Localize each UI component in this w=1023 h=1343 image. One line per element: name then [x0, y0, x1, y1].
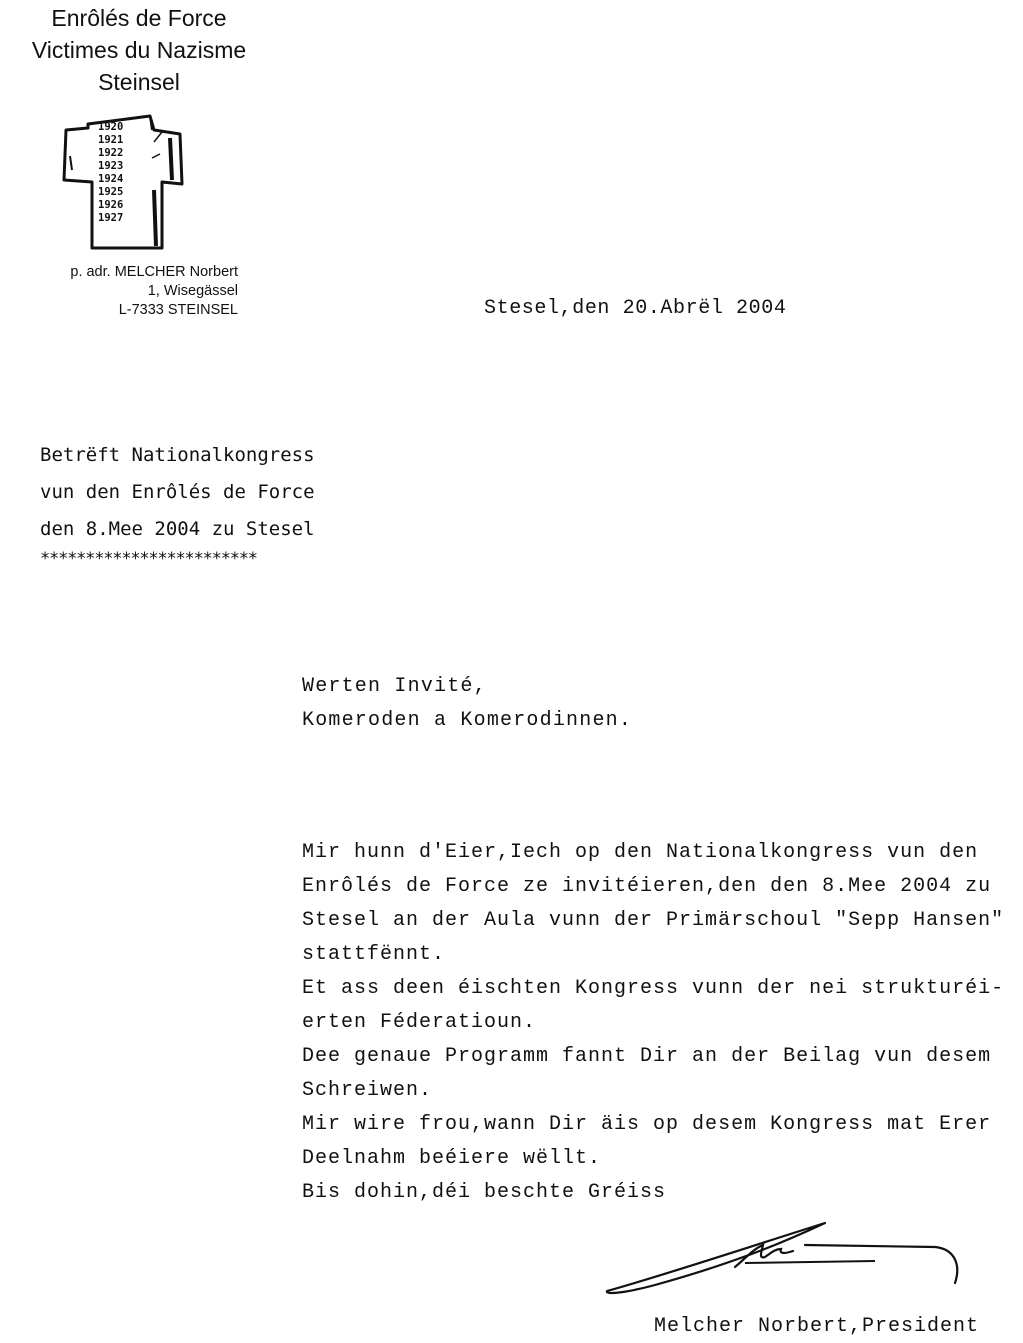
letter-date: Stesel,den 20.Abrël 2004: [484, 297, 787, 320]
logo-year: 1921: [98, 134, 124, 146]
body-line: erten Féderatioun.: [302, 1011, 537, 1034]
salutation-line2: Komeroden a Komerodinnen.: [302, 709, 633, 732]
org-name-line3: Steinsel: [98, 69, 180, 95]
subject-line1: Betrëft Nationalkongress: [40, 444, 315, 466]
body-line: Mir wire frou,wann Dir äis op desem Kongress mat Erer: [302, 1113, 992, 1136]
subject-line2: vun den Enrôlés de Force: [40, 481, 315, 503]
salutation-line1: Werten Invité,: [302, 675, 487, 698]
body-line: Enrôlés de Force ze invitéieren,den den 8.Mee 2004 zu: [302, 875, 992, 898]
signer-name: Melcher Norbert,President: [654, 1315, 980, 1338]
body-line: Deelnahm beéiere wëllt.: [302, 1147, 602, 1170]
organization-name: [0, 2, 278, 98]
logo-year: 1926: [98, 199, 124, 211]
logo-year: 1923: [98, 160, 124, 172]
subject-line3: den 8.Mee 2004 zu Stesel: [40, 518, 315, 540]
letter-body: [302, 836, 1004, 1210]
logo-year: 1924: [98, 173, 124, 185]
subject-underline-stars: ************************: [40, 549, 257, 569]
sender-address: [0, 263, 238, 320]
body-line: Mir hunn d'Eier,Iech op den Nationalkongress vun den: [302, 841, 979, 864]
cross-logo-icon: [58, 110, 198, 258]
body-line: Et ass deen éischten Kongress vunn der nei strukturéi-: [302, 977, 1005, 1000]
address-line3: L-7333 STEINSEL: [118, 302, 238, 318]
org-name-line1: Enrôlés de Force: [51, 5, 227, 31]
logo-year: 1927: [98, 212, 124, 224]
salutation: [302, 670, 632, 738]
logo-year: 1925: [98, 186, 124, 198]
subject-block: [40, 437, 315, 570]
body-line: Stesel an der Aula vunn der Primärschoul "Sepp Hansen": [302, 909, 1005, 932]
body-line: Dee genaue Programm fannt Dir an der Beilag vun desem: [302, 1045, 992, 1068]
body-line: Schreiwen.: [302, 1079, 433, 1102]
address-line2: 1, Wisegässel: [147, 283, 238, 299]
handwritten-signature: [595, 1215, 975, 1305]
address-line1: p. adr. MELCHER Norbert: [70, 264, 238, 280]
logo-year: 1922: [98, 147, 124, 159]
logo-year: 1920: [98, 121, 124, 133]
body-line: Bis dohin,déi beschte Gréiss: [302, 1181, 667, 1204]
org-name-line2: Victimes du Nazisme: [31, 37, 247, 63]
body-line: stattfënnt.: [302, 943, 446, 966]
